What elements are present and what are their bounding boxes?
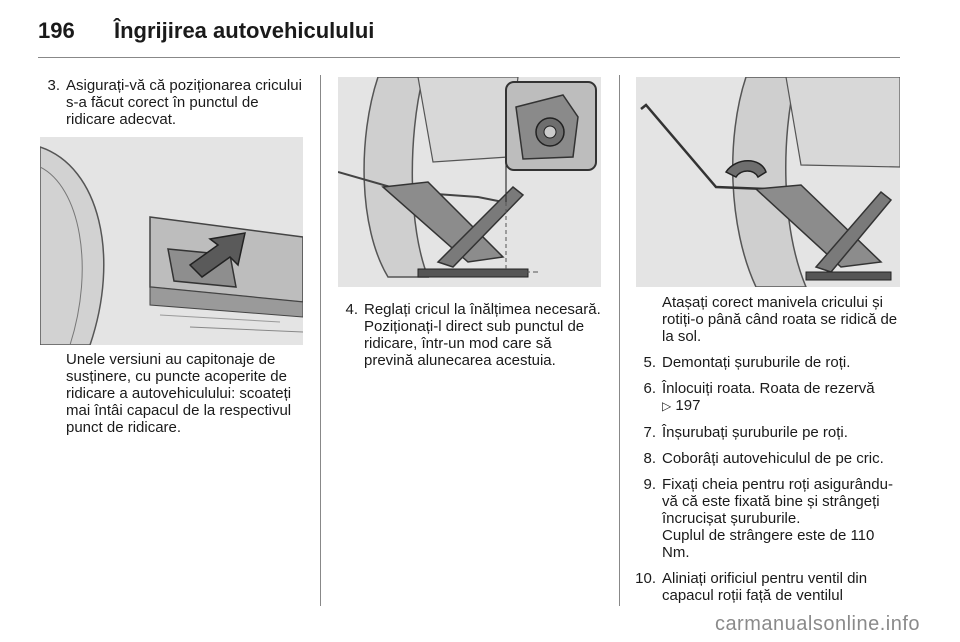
step-number: 3. [47, 77, 60, 94]
step-text: Coborâți autovehiculul de pe cric. [662, 450, 884, 467]
figure-lift-point-cover [40, 137, 303, 345]
step-number: 10. [635, 570, 656, 587]
step-number: 9. [643, 476, 656, 493]
page-title: Îngrijirea autovehiculului [114, 18, 375, 43]
step-5 [636, 354, 902, 371]
column-1-note [40, 351, 306, 445]
page-reference-icon: ▷ [662, 399, 672, 413]
step-number: 5. [643, 354, 656, 371]
step-text: Asigurați-vă că poziționarea cricului s-a făcut corect în punctul de ridicare adecvat. [66, 77, 302, 128]
step-text: Înșurubați șuruburile pe roți. [662, 424, 848, 441]
step-text: Aliniați orificiul pentru ventil din capacul roții față de ventilul [662, 570, 868, 604]
step-number: 4. [345, 301, 358, 318]
watermark: carmanualsonline.info [714, 613, 920, 635]
step-text: Demontați șuruburile de roți. [662, 354, 851, 371]
column-3 [636, 294, 902, 613]
page-header [38, 14, 900, 54]
column-2 [338, 301, 604, 378]
step-number: 8. [643, 450, 656, 467]
column-1 [40, 77, 306, 137]
page-number: 196 [38, 18, 75, 43]
step-9 [636, 476, 902, 561]
figure-jack-position [338, 77, 601, 287]
torque-note: Cuplul de strângere este de 110 Nm. [662, 527, 875, 561]
column-divider-1 [320, 75, 321, 606]
crank-intro: Atașați corect manivela cricului și rotiți-o până când roata se ridică de la sol. [662, 294, 898, 345]
step-text: Înlocuiți roata. Roata de rezervă [662, 380, 875, 397]
header-rule [38, 57, 900, 58]
step-3 [40, 77, 306, 128]
figure-jack-crank [636, 77, 900, 287]
step-number: 7. [643, 424, 656, 441]
page-reference-link[interactable]: 197 [675, 397, 701, 414]
step-4 [338, 301, 604, 369]
step-6 [636, 380, 902, 415]
step-7 [636, 424, 902, 441]
step-text: Reglați cricul la înălțimea necesară. Poziționați-l direct sub punctul de ridicare, într-un mod care să prevină alunecarea acestuia. [364, 301, 601, 369]
step-10 [636, 570, 902, 604]
column-divider-2 [619, 75, 620, 606]
note-text: Unele versiuni au capitonaje de susținere, cu puncte acoperite de ridicare a autovehiculului: scoateți mai întâi capacul de la respectivul punct de ridicare. [66, 351, 292, 436]
step-8 [636, 450, 902, 467]
step-number: 6. [643, 380, 656, 397]
step-text: Fixați cheia pentru roți asigurându-vă că este fixată bine și strângeți încrucișat șuruburile. [662, 476, 893, 527]
